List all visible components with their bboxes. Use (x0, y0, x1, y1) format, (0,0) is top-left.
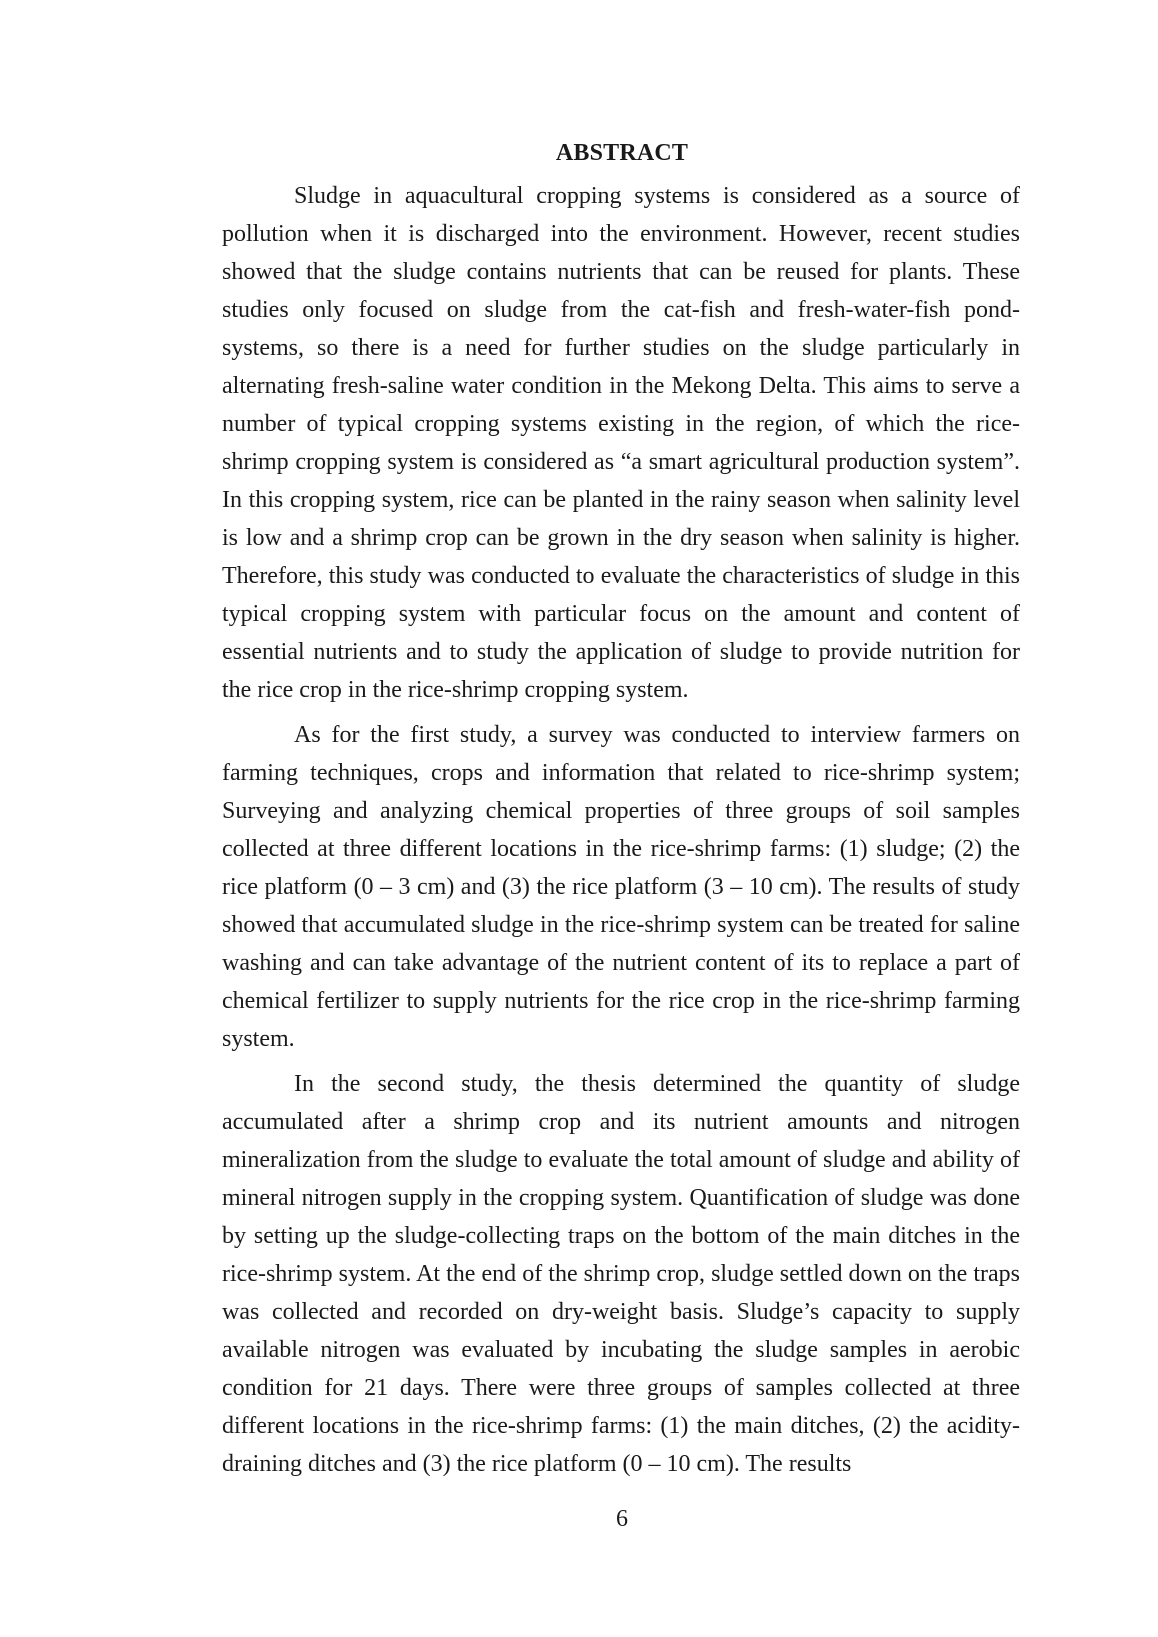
page-number: 6 (616, 1506, 628, 1532)
paragraph-intro: Sludge in aquacultural cropping systems is considered as a source of pollution when it is discharged into the environment. However, recent studies showed that the sludge contains nutrients that can be reused for plants. These studies only focused on sludge from the cat-fish and fresh-water-fish pond-systems, so there is a need for further studies on the sludge particularly in alternating fresh-saline water condition in the Mekong Delta. This aims to serve a number of typical cropping systems existing in the region, of which the rice-shrimp cropping system is considered as “a smart agricultural production system”. In this cropping system, rice can be planted in the rainy season when salinity level is low and a shrimp crop can be grown in the dry season when salinity is higher. Therefore, this study was conducted to evaluate the characteristics of sludge in this typical cropping system with particular focus on the amount and content of essential nutrients and to study the application of sludge to provide nutrition for the rice crop in the rice-shrimp cropping system. (222, 183, 1020, 703)
abstract-heading: ABSTRACT (555, 140, 689, 166)
paragraph-second-study: In the second study, the thesis determined the quantity of sludge accumulated after a shrimp crop and its nutrient amounts and nitrogen mineralization from the sludge to evaluate the total amount of sludge and ability of mineral nitrogen supply in the cropping system. Quantification of sludge was done by setting up the sludge-collecting traps on the bottom of the main ditches in the rice-shrimp system. At the end of the shrimp crop, sludge settled down on the traps was collected and recorded on dry-weight basis. Sludge’s capacity to supply available nitrogen was evaluated by incubating the sludge samples in aerobic condition for 21 days. There were three groups of samples collected at three different locations in the rice-shrimp farms: (1) the main ditches, (2) the acidity-draining ditches and (3) the rice platform (0 – 10 cm). The results (222, 1071, 1020, 1477)
paragraph-first-study: As for the first study, a survey was conducted to interview farmers on farming techniques, crops and information that related to rice-shrimp system; Surveying and analyzing chemical properties of three groups of soil samples collected at three different locations in the rice-shrimp farms: (1) sludge; (2) the rice platform (0 – 3 cm) and (3) the rice platform (3 – 10 cm). The results of study showed that accumulated sludge in the rice-shrimp system can be treated for saline washing and can take advantage of the nutrient content of its to replace a part of chemical fertilizer to supply nutrients for the rice crop in the rice-shrimp farming system. (222, 722, 1020, 1052)
abstract-body (222, 177, 1020, 1483)
